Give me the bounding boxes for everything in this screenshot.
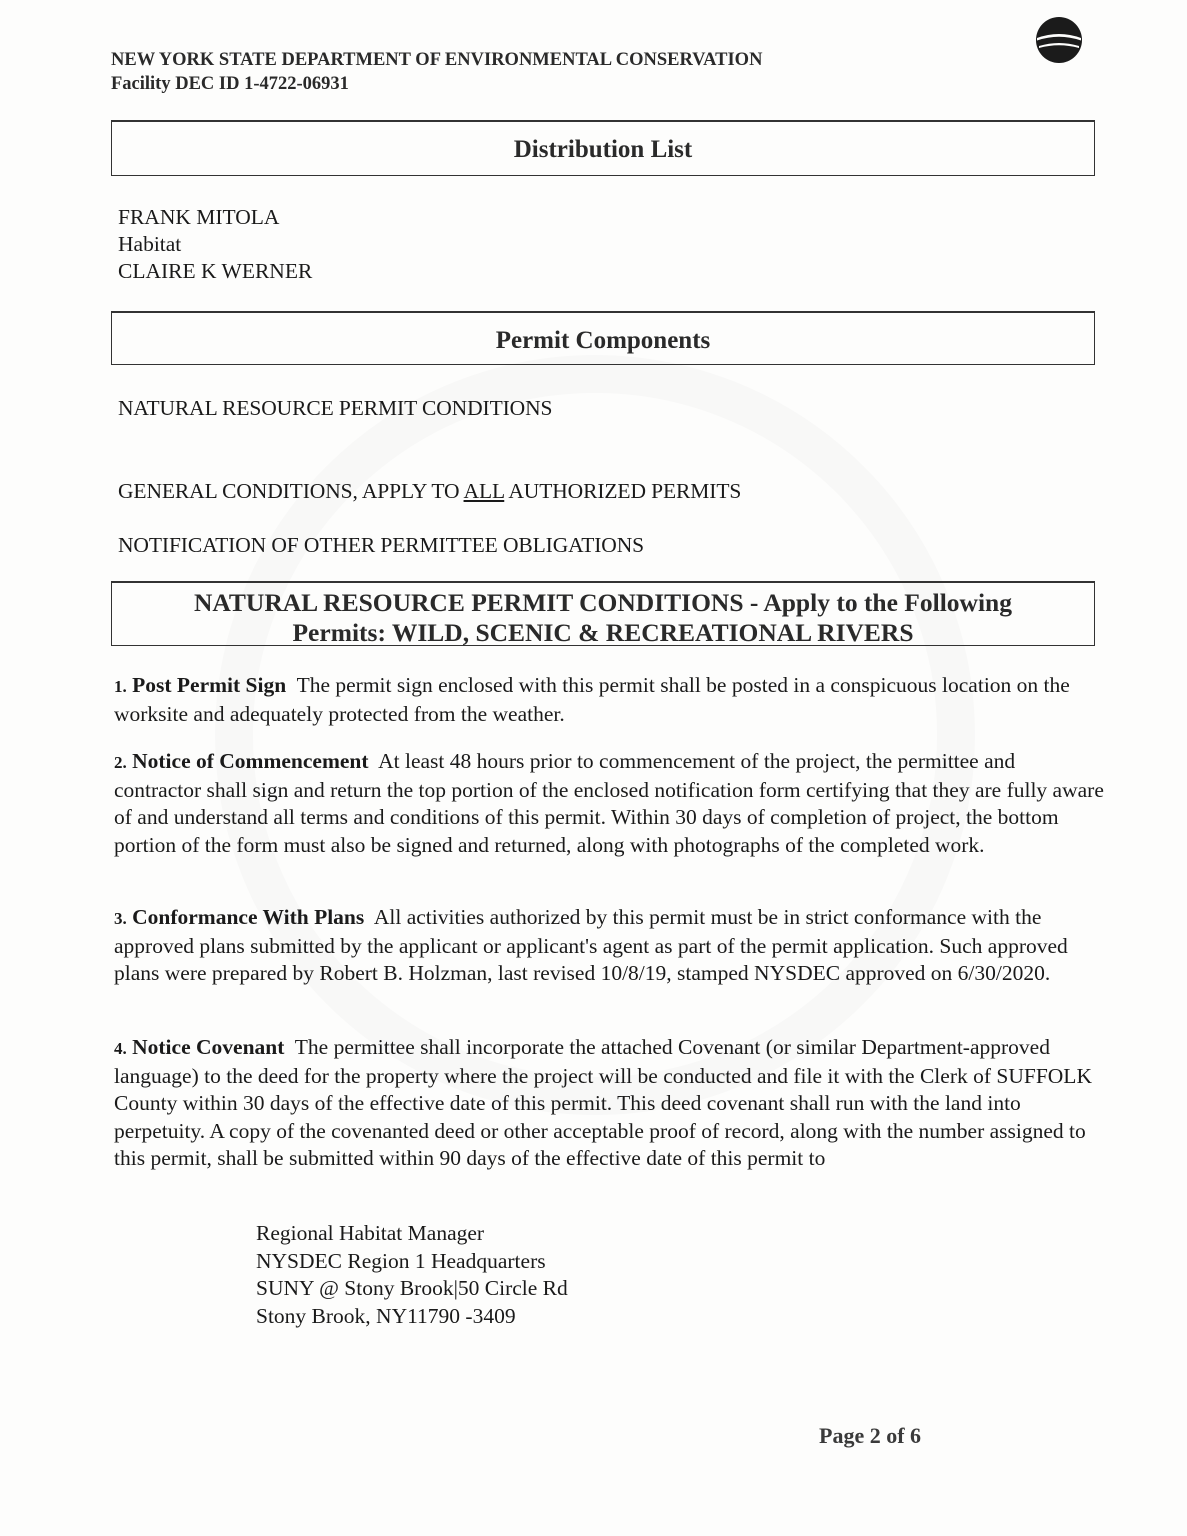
condition-text: All activities authorized by this permit must be in strict conformance with the approved plans submitted by the applicant or applicant's agent as part of the permit application. Such approved plans were prepared by Robert B. Holzman, last revised 10/8/19, stamped NYSDEC approved on 6/30/2020. — [114, 905, 1068, 985]
address-line: Stony Brook, NY11790 -3409 — [256, 1303, 516, 1328]
document-header — [111, 48, 762, 96]
condition-title: Notice Covenant — [132, 1035, 285, 1059]
nr-conditions-heading — [111, 581, 1095, 646]
distribution-names — [118, 204, 312, 285]
component-underlined: ALL — [463, 479, 505, 503]
nysdec-logo-icon — [1035, 16, 1083, 64]
mailing-address — [256, 1220, 568, 1330]
component-text: AUTHORIZED PERMITS — [504, 479, 742, 503]
condition-title: Notice of Commencement — [132, 749, 369, 773]
permit-components-heading: Permit Components — [111, 311, 1095, 365]
component-item: NATURAL RESOURCE PERMIT CONDITIONS — [118, 396, 553, 420]
department-name: NEW YORK STATE DEPARTMENT OF ENVIRONMENTAL CONSERVATION — [111, 50, 763, 70]
condition-number: 4. — [114, 1039, 127, 1058]
watermark-seal — [215, 355, 975, 1115]
distribution-name: CLAIRE K WERNER — [118, 259, 313, 283]
condition-3 — [114, 904, 1104, 988]
nr-heading-line: NATURAL RESOURCE PERMIT CONDITIONS - Apply to the Following — [193, 588, 1012, 617]
condition-title: Post Permit Sign — [132, 673, 287, 697]
distribution-name: FRANK MITOLA — [118, 205, 280, 229]
facility-id: Facility DEC ID 1-4722-06931 — [111, 74, 349, 94]
condition-number: 1. — [114, 677, 127, 696]
page-number: Page 2 of 6 — [819, 1423, 922, 1448]
condition-text: The permit sign enclosed with this permit shall be posted in a conspicuous location on the worksite and adequately protected from the weather. — [114, 673, 1070, 726]
condition-number: 2. — [114, 753, 127, 772]
address-line: NYSDEC Region 1 Headquarters — [256, 1248, 546, 1273]
distribution-list-heading: Distribution List — [111, 120, 1095, 176]
component-item: NOTIFICATION OF OTHER PERMITTEE OBLIGATIONS — [118, 533, 645, 557]
condition-number: 3. — [114, 909, 127, 928]
address-line: SUNY @ Stony Brook|50 Circle Rd — [256, 1276, 568, 1300]
condition-title: Conformance With Plans — [132, 905, 365, 929]
condition-text: At least 48 hours prior to commencement of the project, the permittee and contractor shall sign and return the top portion of the enclosed notification form certifying that they are fully aware of and understand all terms and conditions of this permit. Within 30 days of completion of project, the bottom portion of the form must also be signed and returned, along with photographs of the completed work. — [114, 749, 1104, 857]
condition-4 — [114, 1034, 1104, 1173]
component-text: GENERAL CONDITIONS, APPLY TO — [118, 479, 464, 503]
distribution-name: Habitat — [118, 232, 182, 256]
address-line: Regional Habitat Manager — [256, 1221, 485, 1245]
nr-heading-line: Permits: WILD, SCENIC & RECREATIONAL RIVERS — [292, 618, 914, 647]
condition-2 — [114, 748, 1104, 859]
component-item — [118, 479, 741, 504]
condition-text: The permittee shall incorporate the attached Covenant (or similar Department-approved language) to the deed for the property where the project will be conducted and file it with the Clerk of SUFFOLK County within 30 days of the effective date of this permit. This deed covenant shall run with the land into perpetuity. A copy of the covenanted deed or other acceptable proof of record, along with the number assigned to this permit, shall be submitted within 90 days of the effective date of this permit to — [114, 1035, 1092, 1170]
condition-1 — [114, 672, 1104, 728]
